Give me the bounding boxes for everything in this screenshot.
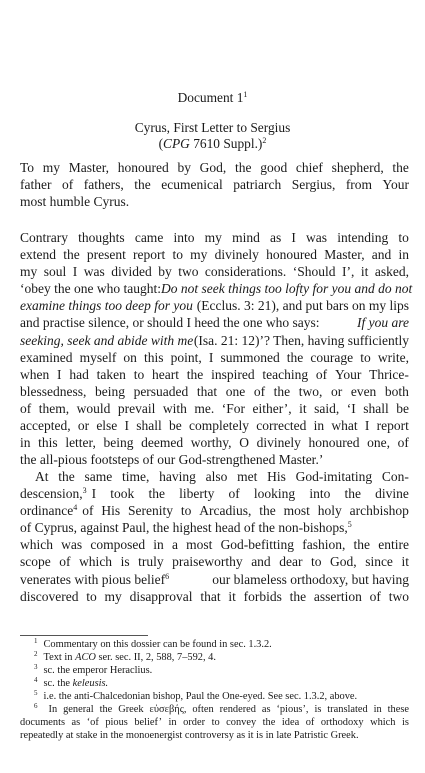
- word: two: [178, 264, 199, 280]
- word: I: [208, 349, 214, 365]
- word: my: [190, 247, 208, 263]
- word: Arcadius,: [199, 503, 252, 519]
- word: honoured: [266, 247, 318, 263]
- word: idea: [281, 717, 300, 728]
- word: father: [20, 177, 52, 193]
- word: the: [286, 349, 304, 365]
- word: liberty: [179, 486, 215, 502]
- word: heart: [152, 366, 179, 382]
- word: is: [401, 717, 409, 728]
- word: the: [99, 704, 113, 715]
- word: both: [384, 383, 409, 399]
- word: orthodoxy: [320, 717, 364, 728]
- word: also: [205, 469, 228, 484]
- word: I: [291, 230, 296, 245]
- word: divine: [375, 486, 409, 502]
- footnote-1: $^1$ Commentary on this dossier can be found in sec. 1.3.2.: [34, 637, 272, 650]
- word: divinely: [214, 247, 259, 263]
- word: the: [259, 503, 276, 519]
- word: this: [38, 435, 58, 451]
- word: archbishop: [349, 503, 409, 519]
- word: I: [124, 418, 130, 434]
- text-line: [20, 159, 409, 176]
- word: these: [387, 704, 409, 715]
- word: rendered: [219, 704, 256, 715]
- text-line: examine things too deep for you (Ecclus. 3: 21), and put bars on my lips: [20, 298, 409, 314]
- word: most: [283, 503, 310, 519]
- word: as: [269, 230, 282, 245]
- word: report: [376, 418, 409, 434]
- document-title: Document $1^1$: [177, 90, 248, 105]
- word: God,: [330, 554, 357, 570]
- word: my: [42, 160, 61, 175]
- word: discovered: [20, 588, 79, 604]
- word: my: [104, 588, 122, 604]
- footnote-2: $^2$ Text in ACO ser. sec. II, 2, 588, 7–592, 4.: [34, 650, 216, 663]
- word: in: [373, 704, 382, 715]
- word: asked,: [374, 264, 409, 280]
- word: would: [76, 400, 111, 416]
- word: extend: [20, 247, 56, 263]
- word: of: [369, 588, 381, 604]
- word: write,: [377, 349, 409, 365]
- word: blessedness,: [20, 383, 87, 399]
- word: His: [101, 503, 121, 519]
- text-line: [20, 553, 409, 570]
- word: often: [192, 704, 214, 715]
- word: had: [69, 366, 89, 382]
- text-line: [20, 263, 409, 280]
- footnote-divider: [20, 635, 148, 636]
- word: of: [228, 486, 240, 502]
- word: is: [314, 704, 322, 715]
- text-line: of Cyprus, against Paul, the highest head of the non-bishops,$^5$: [20, 520, 352, 536]
- word: fashion,: [302, 537, 346, 553]
- word: examined: [20, 349, 73, 365]
- word: as: [71, 717, 81, 728]
- word: intending: [337, 230, 389, 245]
- word: is: [120, 554, 130, 570]
- word: honoured: [308, 435, 360, 451]
- word: from: [345, 177, 373, 193]
- word: them,: [38, 400, 70, 416]
- footnote-ref-1[interactable]: 1: [243, 90, 248, 99]
- text-line: [20, 400, 409, 417]
- footnote-line: $^6$ In general the Greek εὐσεβής, often rendered as ‘pious’, is translated in these: [34, 702, 409, 715]
- word: shepherd,: [331, 160, 384, 175]
- word: completely: [189, 418, 249, 434]
- text-line: [20, 588, 409, 605]
- word: εὐσεβής,: [149, 704, 187, 715]
- word: I: [364, 418, 370, 434]
- word: looking: [253, 486, 296, 502]
- word: persuaded: [133, 383, 189, 399]
- word: the: [134, 177, 151, 193]
- word: summoned: [220, 349, 280, 365]
- word: of: [61, 177, 74, 193]
- word: by: [158, 264, 172, 280]
- footnote-line: [20, 716, 409, 729]
- word: said,: [314, 400, 340, 416]
- word: accepted,: [20, 418, 71, 434]
- word: in: [168, 717, 177, 728]
- word: deemed: [141, 435, 184, 451]
- word: documents: [20, 717, 66, 728]
- word: same: [84, 469, 113, 484]
- word: the: [344, 486, 361, 502]
- word: time,: [122, 469, 150, 484]
- word: the: [148, 486, 165, 502]
- word: Greek: [118, 704, 144, 715]
- word: a: [171, 537, 178, 553]
- word: I: [91, 486, 97, 502]
- word: or: [77, 418, 90, 434]
- word: me.: [194, 400, 215, 416]
- word: took: [110, 486, 135, 502]
- word: taken: [96, 366, 126, 382]
- text-line: ordinance$^4$ of His Serenity to Arcadius, the most holy archbishop: [20, 503, 409, 519]
- footnote-ref-2[interactable]: 2: [262, 136, 267, 145]
- second-paragraph: [20, 468, 409, 605]
- word: to: [310, 554, 322, 570]
- word: it: [360, 264, 369, 280]
- word: present: [86, 247, 126, 263]
- word: to: [360, 349, 371, 365]
- word: which: [370, 717, 396, 728]
- address-paragraph: [20, 159, 409, 210]
- word: general: [63, 704, 94, 715]
- word: was: [306, 230, 328, 245]
- word: myself: [79, 349, 117, 365]
- word: teaching: [262, 366, 309, 382]
- word: mind: [232, 230, 260, 245]
- word: in: [20, 435, 31, 451]
- word: to: [211, 717, 220, 728]
- word: assertion: [313, 588, 362, 604]
- word: when: [20, 366, 50, 382]
- footnote-4: $^4$ sc. the keleusis.: [34, 676, 109, 689]
- word: was: [61, 537, 83, 553]
- word: Contrary: [20, 230, 68, 245]
- text-line: [20, 434, 409, 451]
- text-line: seeking, seek and abide with me (Isa. 21: 12)’? Then, having sufficiently: [20, 332, 409, 348]
- text-line: and practise silence, or should I heed the one who says: If you are: [20, 315, 409, 331]
- word: in: [153, 537, 164, 553]
- word: belief’: [134, 717, 163, 728]
- word: came: [134, 230, 164, 245]
- footnote-ref-6[interactable]: 6: [165, 571, 170, 581]
- word: and: [251, 554, 271, 570]
- word: Con-: [381, 469, 409, 484]
- text-line: [20, 229, 409, 246]
- word: it: [299, 400, 307, 416]
- word: of: [305, 717, 315, 728]
- document-subtitle: Cyrus, First Letter to Sergius: [134, 120, 291, 135]
- word: by: [177, 160, 191, 175]
- text-line: venerates with pious belief$^6$ our blameless orthodoxy, but having: [20, 571, 409, 587]
- text-line: [20, 246, 409, 263]
- word: divinely: [256, 435, 301, 451]
- word: my: [20, 264, 38, 280]
- footnote-3: $^3$ sc. the emperor Heraclius.: [34, 663, 153, 676]
- word: be: [169, 418, 182, 434]
- word: else: [96, 418, 118, 434]
- word: as: [261, 704, 271, 715]
- word: to: [180, 503, 192, 519]
- word: the: [273, 383, 291, 399]
- word: order: [183, 717, 206, 728]
- word: ‘I: [346, 400, 356, 416]
- document-reference: (CPG 7610 Suppl.)$^2$: [158, 136, 267, 151]
- text-line: [20, 468, 409, 485]
- word: prevail: [117, 400, 156, 416]
- word: point,: [170, 349, 202, 365]
- word: praiseworthy: [172, 554, 243, 570]
- footnote-ref-4[interactable]: 4: [73, 503, 78, 513]
- word: it: [401, 554, 409, 570]
- word: the: [63, 247, 80, 263]
- word: was: [83, 264, 105, 280]
- text-line: [20, 383, 409, 400]
- word: of: [82, 503, 94, 519]
- word: God-befitting: [220, 537, 295, 553]
- word: ‘Should: [292, 264, 336, 280]
- word: which: [20, 537, 53, 553]
- word: or: [330, 383, 343, 399]
- main-paragraph: [20, 229, 413, 468]
- word: having: [159, 469, 196, 484]
- word: which: [79, 554, 113, 570]
- footnote-5: $^5$ i.e. the anti-Chalcedonian bishop, Paul the One-eyed. See sec. 1.3.2, above.: [34, 689, 358, 702]
- word: my: [204, 230, 222, 245]
- word: forbids: [243, 588, 282, 604]
- word: to: [133, 366, 145, 382]
- word: the: [235, 160, 252, 175]
- word: that: [196, 383, 218, 399]
- word: that: [200, 588, 221, 604]
- footnote-ref-5[interactable]: 5: [347, 520, 352, 530]
- text-line: [20, 176, 409, 193]
- text-line: [20, 536, 409, 553]
- word: Your: [382, 177, 409, 193]
- word: what: [331, 418, 358, 434]
- word: being: [94, 383, 125, 399]
- footnote-line: repeatedly at stake in the monoenergist controversy as it is in late Patristic Greek.: [20, 730, 359, 741]
- word: met: [237, 469, 258, 484]
- footnotes-section: [20, 638, 409, 742]
- word: of: [59, 554, 71, 570]
- word: to: [86, 588, 97, 604]
- word: truly: [138, 554, 164, 570]
- word: thoughts: [78, 230, 125, 245]
- word: I: [72, 264, 78, 280]
- word: At: [35, 469, 49, 484]
- word: chief: [295, 160, 323, 175]
- word: holy: [317, 503, 342, 519]
- word: the: [186, 366, 204, 382]
- word: Thrice-: [369, 366, 409, 382]
- word: ‘For: [221, 400, 245, 416]
- word: inspired: [211, 366, 255, 382]
- word: In: [48, 704, 58, 715]
- word: one,: [367, 435, 390, 451]
- word: in: [398, 247, 409, 263]
- text-line: descension,$^3$ I took the liberty of looking into the divine: [20, 486, 409, 502]
- word: of: [20, 400, 32, 416]
- word: patriarch: [233, 177, 282, 193]
- text-line: the all-pious footsteps of our God-strengthened Master.’: [20, 452, 324, 468]
- word: most: [186, 537, 213, 553]
- word: Serenity: [128, 503, 173, 519]
- word: of: [253, 383, 266, 399]
- word: two,: [298, 383, 323, 399]
- word: fathers,: [83, 177, 124, 193]
- word: God,: [199, 160, 227, 175]
- word: the: [58, 469, 75, 484]
- word: ‘pious’,: [276, 704, 309, 715]
- word: and: [371, 247, 392, 263]
- word: Master,: [68, 160, 110, 175]
- word: Sergius,: [291, 177, 336, 193]
- footnote-6: [20, 703, 409, 742]
- word: I: [57, 366, 62, 382]
- word: translated: [327, 704, 368, 715]
- word: into: [309, 486, 331, 502]
- word: of: [397, 435, 409, 451]
- word: this: [144, 349, 164, 365]
- word: pious: [105, 717, 128, 728]
- word: soul: [43, 264, 67, 280]
- word: convey: [226, 717, 257, 728]
- word: O: [239, 435, 249, 451]
- word: of: [315, 366, 328, 382]
- word: scope: [20, 554, 51, 570]
- word: shall: [363, 400, 389, 416]
- word: courage: [310, 349, 354, 365]
- word: report: [133, 247, 166, 263]
- word: ‘of: [86, 717, 99, 728]
- word: with: [162, 400, 187, 416]
- text-line: [20, 366, 409, 383]
- word: shall: [136, 418, 162, 434]
- word: divided: [111, 264, 152, 280]
- word: Your: [334, 366, 362, 382]
- word: into: [173, 230, 195, 245]
- text-line: [20, 349, 409, 366]
- word: the: [392, 160, 409, 175]
- word: letter,: [65, 435, 96, 451]
- word: God-imitating: [295, 469, 373, 484]
- word: To: [20, 160, 35, 175]
- word: one: [225, 383, 246, 399]
- word: even: [350, 383, 377, 399]
- word: the: [262, 717, 276, 728]
- word: since: [365, 554, 393, 570]
- word: two: [388, 588, 409, 604]
- word: either’,: [252, 400, 292, 416]
- word: His: [267, 469, 286, 484]
- word: good: [260, 160, 288, 175]
- word: it: [228, 588, 236, 604]
- word: Master,: [324, 247, 365, 263]
- word: being: [103, 435, 134, 451]
- word: composed: [90, 537, 146, 553]
- word: worthy,: [190, 435, 232, 451]
- text-line: [20, 417, 409, 434]
- word: disapproval: [129, 588, 193, 604]
- word: to: [398, 230, 409, 245]
- word: I’,: [342, 264, 355, 280]
- word: the: [353, 537, 371, 553]
- word: entire: [378, 537, 409, 553]
- word: ecumenical: [161, 177, 223, 193]
- word: corrected: [256, 418, 307, 434]
- word: in: [313, 418, 325, 434]
- word: honoured: [117, 160, 169, 175]
- word: the: [289, 588, 307, 604]
- word: be: [396, 400, 409, 416]
- footnote-ref-3[interactable]: 3: [82, 486, 87, 496]
- text-line: most humble Cyrus.: [20, 194, 130, 210]
- word: considerations.: [204, 264, 287, 280]
- text-line: ‘obey the one who taught: Do not seek things too lofty for you and do not: [20, 281, 413, 297]
- word: to: [172, 247, 183, 263]
- word: on: [123, 349, 137, 365]
- word: dear: [279, 554, 303, 570]
